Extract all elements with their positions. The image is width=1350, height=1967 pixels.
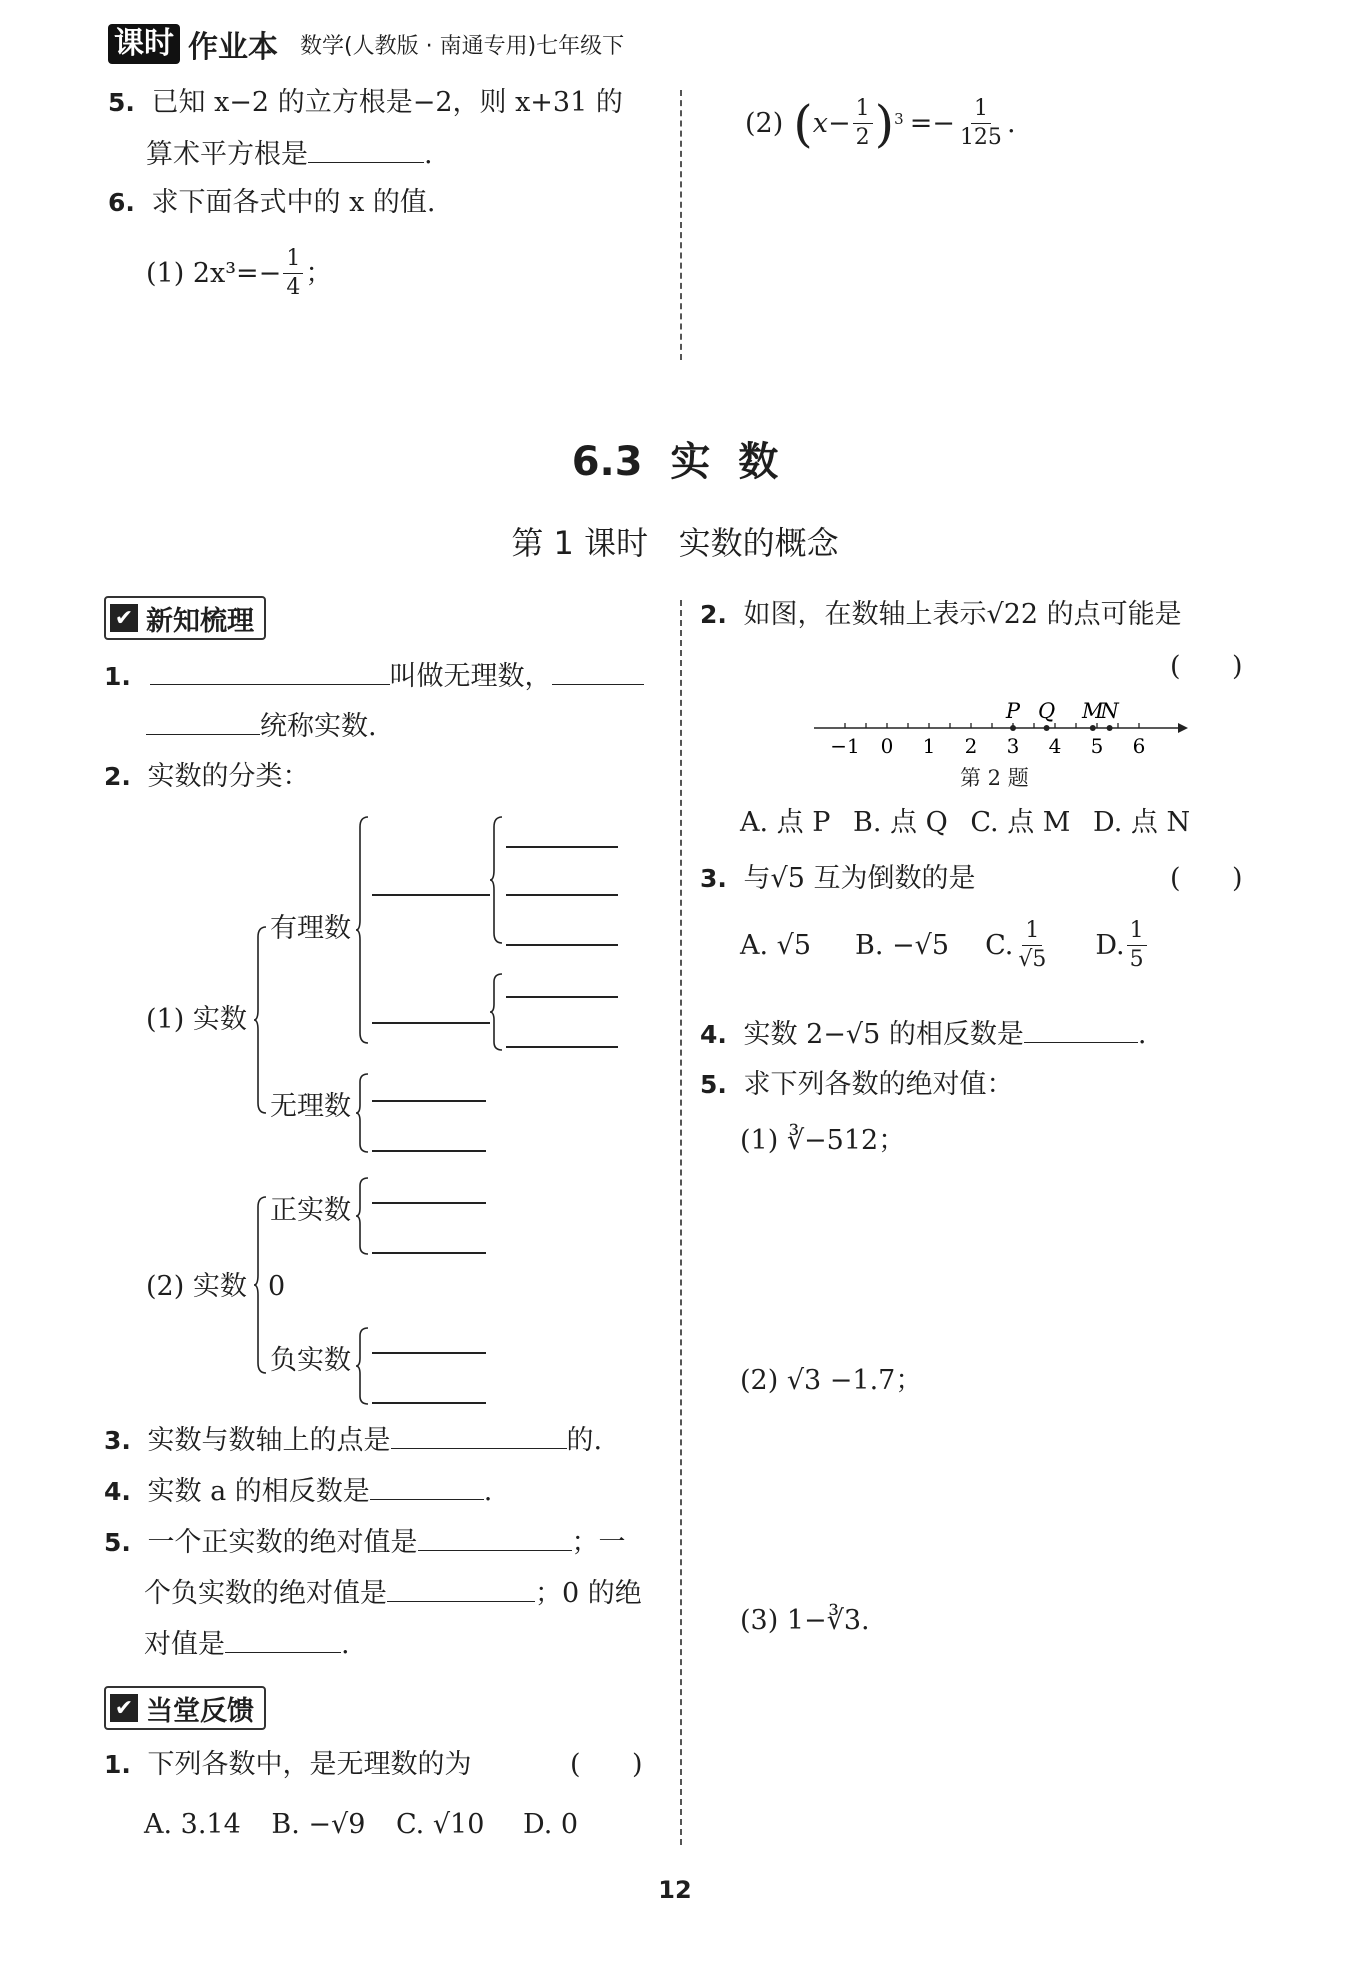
option-a[interactable]: A. 3.14 (144, 1809, 241, 1840)
brace (356, 1326, 370, 1406)
point-n (1107, 725, 1113, 731)
fraction: $\frac{1}{2}$ (853, 98, 873, 149)
checkbox-icon: ✔ (110, 1694, 138, 1722)
axis-tick-label: 1 (922, 734, 936, 758)
option-c[interactable]: C. $\frac{1}{√5}$ (985, 918, 1047, 972)
answer-blank[interactable] (506, 894, 618, 896)
section-header-new-knowledge: ✔ 新知梳理 (104, 596, 266, 640)
axis-arrow (1178, 723, 1188, 733)
answer-blank[interactable] (506, 996, 618, 998)
checkbox-icon: ✔ (110, 604, 138, 632)
answer-blank[interactable] (418, 1524, 572, 1551)
option-c[interactable]: C. √10 (395, 1809, 485, 1840)
right-q5-1: (1) ∛−512； (740, 1125, 906, 1156)
brace (356, 1072, 370, 1154)
answer-blank[interactable] (370, 1473, 484, 1500)
point-label: N (1100, 699, 1119, 723)
right-q5-3: (3) 1−∛3. (740, 1605, 870, 1636)
axis-tick-label: −1 (830, 734, 860, 758)
answer-blank[interactable] (552, 658, 644, 685)
top-q6-1: (1) 2x³=− $\frac{1}{4}$ ； (146, 246, 333, 300)
brace (490, 815, 504, 945)
answer-blank[interactable] (308, 136, 424, 163)
point-label: P (1005, 699, 1021, 723)
column-divider (680, 600, 682, 1845)
axis-tick-label: 6 (1132, 734, 1146, 758)
fraction: $\frac{1}{4}$ (283, 248, 303, 299)
option-c[interactable]: C. 点 M (970, 807, 1071, 838)
answer-paren[interactable]: ( ) (1170, 651, 1243, 682)
point-m (1090, 725, 1096, 731)
right-q2-options (740, 806, 1190, 840)
answer-blank[interactable] (372, 894, 490, 896)
lesson-title: 第 1 课时 实数的概念 (511, 524, 839, 562)
answer-blank[interactable] (146, 708, 260, 735)
left-k2: 2. 实数的分类： (104, 761, 310, 792)
answer-blank[interactable] (372, 1402, 486, 1404)
answer-blank[interactable] (372, 1252, 486, 1254)
answer-blank[interactable] (372, 1100, 486, 1102)
answer-blank[interactable] (372, 1202, 486, 1204)
right-q5-2: (2) √3 −1.7； (740, 1365, 923, 1396)
right-q2: 2. 如图，在数轴上表示√22 的点可能是 (700, 599, 1182, 630)
page-number: 12 (658, 1876, 692, 1904)
option-d[interactable]: D. 点 N (1093, 807, 1191, 838)
brace (490, 972, 504, 1052)
right-q5: 5. 求下列各数的绝对值： (700, 1069, 1014, 1100)
answer-blank[interactable] (372, 1150, 486, 1152)
answer-blank[interactable] (372, 1022, 490, 1024)
option-b[interactable]: B. −√5 (855, 929, 950, 961)
option-d[interactable]: D. 0 (523, 1809, 579, 1840)
header-title: 作业本 (188, 30, 278, 65)
top-q5-line2: 算术平方根是 . (146, 136, 433, 172)
right-q3-options (740, 920, 1149, 971)
left-f1: 1. 下列各数中，是无理数的为 (104, 1749, 472, 1780)
left-k5-line2: 个负实数的绝对值是 ；0 的绝 (144, 1575, 642, 1611)
answer-blank[interactable] (506, 944, 618, 946)
fraction: $\frac{1}{125}$ (959, 96, 1002, 150)
column-divider (680, 90, 682, 360)
top-q6: 6. 求下面各式中的 x 的值. (108, 187, 436, 218)
axis-tick-label: 0 (880, 734, 894, 758)
answer-blank[interactable] (506, 846, 618, 848)
answer-blank[interactable] (150, 658, 390, 685)
left-k1-line2: 统称实数. (146, 708, 377, 744)
point-label: Q (1037, 699, 1056, 723)
axis-tick-label: 5 (1090, 734, 1104, 758)
answer-blank[interactable] (1024, 1016, 1138, 1043)
option-d[interactable]: D. $\frac{1}{5}$ (1095, 920, 1148, 971)
header (108, 22, 624, 66)
answer-blank[interactable] (506, 1046, 618, 1048)
axis-tick-label: 3 (1006, 734, 1020, 758)
answer-paren[interactable]: ( ) (570, 1749, 643, 1780)
left-k5-line3: 对值是 . (144, 1626, 350, 1662)
option-a[interactable]: A. 点 P (740, 807, 831, 838)
answer-blank[interactable] (225, 1626, 341, 1653)
axis-tick-label: 2 (964, 734, 978, 758)
answer-paren[interactable]: ( ) (1170, 863, 1243, 894)
figure-caption: 第 2 题 (960, 766, 1029, 790)
brace (254, 925, 268, 1115)
answer-blank[interactable] (372, 1352, 486, 1354)
top-q6-2: (2) ( x− $\frac{1}{2}$ ) 3 =− $\frac{1}{125}$ . (745, 94, 1016, 153)
right-q4: 4. 实数 2−√5 的相反数是 . (700, 1016, 1146, 1052)
axis-tick-label: 4 (1048, 734, 1062, 758)
brace (356, 1176, 370, 1256)
point-label: M (1082, 699, 1104, 723)
option-b[interactable]: B. −√9 (271, 1809, 366, 1840)
answer-blank[interactable] (391, 1422, 567, 1449)
section-header-feedback: ✔ 当堂反馈 (104, 1686, 266, 1730)
brace (254, 1195, 268, 1375)
chapter-title: 6.3 实 数 (571, 439, 779, 485)
option-b[interactable]: B. 点 Q (853, 807, 948, 838)
brace (356, 815, 370, 1045)
header-subtitle: 数学(人教版 · 南通专用)七年级下 (300, 33, 625, 59)
point-q (1044, 725, 1050, 731)
option-a[interactable]: A. √5 (740, 929, 812, 961)
left-k4: 4. 实数 a 的相反数是 . (104, 1473, 492, 1509)
point-p (1010, 725, 1016, 731)
logo: 课时 (108, 24, 180, 64)
top-q5: 5. 已知 x−2 的立方根是−2，则 x+31 的 (108, 87, 623, 118)
left-k1: 1. 叫做无理数， (104, 658, 644, 694)
answer-blank[interactable] (387, 1575, 535, 1602)
left-k3: 3. 实数与数轴上的点是 的. (104, 1422, 602, 1458)
left-f1-options (144, 1808, 578, 1842)
left-k5: 5. 一个正实数的绝对值是 ；一 (104, 1524, 626, 1560)
right-q3: 3. 与√5 互为倒数的是 (700, 863, 976, 894)
